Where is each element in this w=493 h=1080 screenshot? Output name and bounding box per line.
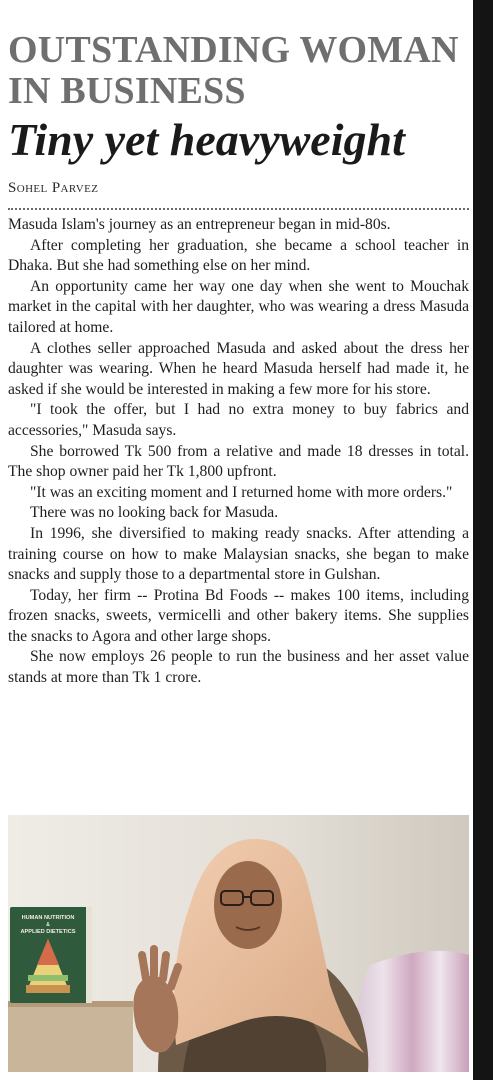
article-body [8,215,469,689]
photo-illustration [8,815,469,1072]
paragraph: She now employs 26 people to run the business and her asset value stands at more than Tk 1 crore. [8,648,469,687]
paragraph: An opportunity came her way one day when she went to Mouchak market in the capital with her daughter, who was wearing a dress Masuda tailored at home. [8,277,469,336]
striped-pillow [355,951,469,1072]
portrait-photo [8,815,469,1072]
book-title-line-1: HUMAN NUTRITION [21,915,75,921]
paragraph: She borrowed Tk 500 from a relative and made 18 dresses in total. The shop owner paid her Tk 1,800 upfront. [8,442,469,481]
kicker-line-2: IN BUSINESS [8,70,246,112]
book-title-line-3: APPLIED DIETETICS [20,929,76,935]
paragraph: Masuda Islam's journey as an entrepreneur began in mid-80s. [8,216,391,233]
paragraph: "I took the offer, but I had no extra money to buy fabrics and accessories," Masuda says. [8,401,469,439]
paragraph: Today, her firm -- Protina Bd Foods -- makes 100 items, including frozen snacks, sweets, vermicelli and other bakery items. She supplies the snacks to Agora and other large shops. [8,586,469,645]
section-kicker [8,30,469,112]
book-title-line-2: & [46,922,50,928]
paragraph: There was no looking back for Masuda. [30,504,279,522]
kicker-line-1: OUTSTANDING WOMAN [8,29,459,71]
dotted-divider [8,208,469,210]
book-cover [10,907,92,1003]
paragraph: In 1996, she diversified to making ready snacks. After attending a training course on how to make Malaysian snacks, she began to make snacks and supply those to a departmental store in Gulshan. [8,524,469,584]
paragraph: A clothes seller approached Masuda and asked about the dress her daughter was wearing. When he heard Masuda herself had made it, he asked if she would be interested in making a few more for his store. [8,339,469,398]
paragraph: "It was an exciting moment and I returned home with more orders." [30,483,453,501]
page-edge-bar [473,0,493,1080]
headline: Tiny yet heavyweight [8,114,405,165]
article [8,0,469,689]
paragraph: After completing her graduation, she became a school teacher in Dhaka. But she had something else on her mind. [8,236,469,275]
byline: Sohel Parvez [8,180,99,196]
